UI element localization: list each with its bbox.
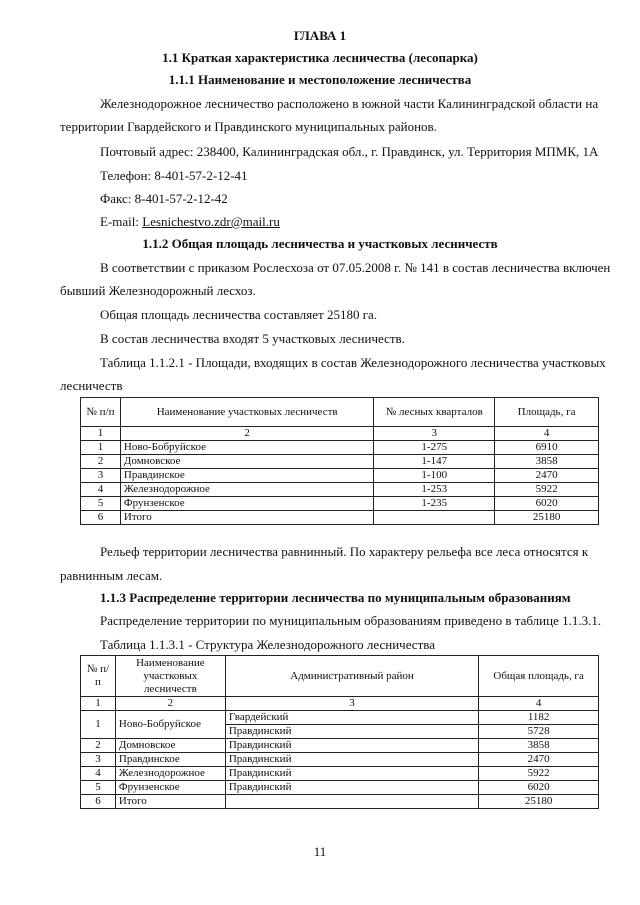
cell-num: 4 xyxy=(81,483,121,497)
index-cell: 4 xyxy=(479,697,599,711)
table1-caption-line2: лесничеств xyxy=(60,378,123,393)
section-1-1-3-heading: 1.1.3 Распределение территории лесничества по муниципальным образованиям xyxy=(100,590,571,605)
count-paragraph: В состав лесничества входят 5 участковых лесничеств. xyxy=(100,331,405,346)
table-header-row xyxy=(81,398,599,427)
index-cell: 1 xyxy=(81,427,121,441)
table-index-row xyxy=(81,427,599,441)
index-cell: 2 xyxy=(115,697,225,711)
cell-quarters: 1-147 xyxy=(374,455,495,469)
location-paragraph-line1: Железнодорожное лесничество расположено в южной части Калининградской области на xyxy=(100,96,599,111)
header-cell: Административный район xyxy=(225,656,478,697)
cell-area: 1182 xyxy=(479,711,599,725)
cell-num: 1 xyxy=(81,711,116,739)
table-header-row xyxy=(81,656,599,697)
fax: Факс: 8-401-57-2-12-42 xyxy=(100,191,228,206)
index-cell: 1 xyxy=(81,697,116,711)
cell-district: Гвардейский xyxy=(225,711,478,725)
cell-area: 25180 xyxy=(479,795,599,809)
location-paragraph-line2: территории Гвардейского и Правдинского муниципальных районов. xyxy=(60,119,437,134)
area-paragraph: Общая площадь лесничества составляет 25180 га. xyxy=(100,307,378,322)
cell-area: 25180 xyxy=(495,511,599,525)
cell-num: 1 xyxy=(81,441,121,455)
cell-num: 6 xyxy=(81,511,121,525)
cell-name: Железнодорожное xyxy=(115,767,225,781)
postal-address: Почтовый адрес: 238400, Калининградская обл., г. Правдинск, ул. Территория МПМК, 1А xyxy=(100,144,599,159)
order-paragraph-line1: В соответствии с приказом Рослесхоза от 07.05.2008 г. № 141 в состав лесничества включен xyxy=(100,260,611,275)
cell-name: Итого xyxy=(115,795,225,809)
cell-num: 5 xyxy=(81,781,116,795)
table-row xyxy=(81,469,599,483)
table-total-row xyxy=(81,511,599,525)
index-cell: 2 xyxy=(120,427,373,441)
table2-caption: Таблица 1.1.3.1 - Структура Железнодорожного лесничества xyxy=(100,637,435,652)
cell-area: 6910 xyxy=(495,441,599,455)
header-cell: Наименование участковых лесничеств xyxy=(115,656,225,697)
cell-num: 5 xyxy=(81,497,121,511)
table-row xyxy=(81,441,599,455)
email-line xyxy=(100,214,280,230)
cell-district xyxy=(225,795,478,809)
table-row xyxy=(81,455,599,469)
cell-area: 5922 xyxy=(495,483,599,497)
table-row xyxy=(81,497,599,511)
table-row xyxy=(81,483,599,497)
cell-name: Фрунзенское xyxy=(115,781,225,795)
table-row xyxy=(81,781,599,795)
cell-quarters: 1-275 xyxy=(374,441,495,455)
table-1-1-2-1 xyxy=(80,397,599,525)
cell-num: 4 xyxy=(81,767,116,781)
table-row xyxy=(81,753,599,767)
cell-num: 6 xyxy=(81,795,116,809)
cell-district: Правдинский xyxy=(225,767,478,781)
cell-area: 6020 xyxy=(479,781,599,795)
relief-paragraph-line1: Рельеф территории лесничества равнинный. По характеру рельефа все леса относятся к xyxy=(100,544,589,559)
header-cell: № п/п xyxy=(81,398,121,427)
chapter-title: ГЛАВА 1 xyxy=(293,28,347,43)
header-cell: № лесных кварталов xyxy=(374,398,495,427)
cell-num: 3 xyxy=(81,753,116,767)
relief-paragraph-line2: равнинным лесам. xyxy=(60,568,163,583)
section-1-1-heading: 1.1 Краткая характеристика лесничества (лесопарка) xyxy=(162,50,478,65)
header-cell: Общая площадь, га xyxy=(479,656,599,697)
cell-quarters: 1-253 xyxy=(374,483,495,497)
cell-name: Правдинское xyxy=(115,753,225,767)
order-paragraph-line2: бывший Железнодорожный лесхоз. xyxy=(60,283,256,298)
cell-name: Ново-Бобруйское xyxy=(120,441,373,455)
cell-name: Ново-Бобруйское xyxy=(115,711,225,739)
cell-name: Домновское xyxy=(120,455,373,469)
table-total-row xyxy=(81,795,599,809)
cell-district: Правдинский xyxy=(225,725,478,739)
cell-area: 2470 xyxy=(495,469,599,483)
cell-area: 5922 xyxy=(479,767,599,781)
table-1-1-3-1 xyxy=(80,655,599,809)
cell-num: 2 xyxy=(81,739,116,753)
cell-area: 5728 xyxy=(479,725,599,739)
page-number: 11 xyxy=(313,844,327,859)
table-row xyxy=(81,739,599,753)
section-1-1-1-heading: 1.1.1 Наименование и местоположение лесничества xyxy=(168,72,472,87)
cell-area: 3858 xyxy=(479,739,599,753)
cell-area: 3858 xyxy=(495,455,599,469)
cell-num: 3 xyxy=(81,469,121,483)
cell-quarters: 1-235 xyxy=(374,497,495,511)
cell-quarters xyxy=(374,511,495,525)
cell-name: Домновское xyxy=(115,739,225,753)
cell-name: Правдинское xyxy=(120,469,373,483)
table-row xyxy=(81,767,599,781)
cell-num: 2 xyxy=(81,455,121,469)
email-link[interactable]: Lesnichestvo.zdr@mail.ru xyxy=(142,214,280,229)
table-row xyxy=(81,711,599,725)
cell-area: 6020 xyxy=(495,497,599,511)
cell-quarters: 1-100 xyxy=(374,469,495,483)
cell-name: Итого xyxy=(120,511,373,525)
email-label: E-mail: xyxy=(100,214,143,229)
cell-district: Правдинский xyxy=(225,753,478,767)
cell-district: Правдинский xyxy=(225,739,478,753)
distribution-paragraph: Распределение территории по муниципальным образованиям приведено в таблице 1.1.3.1. xyxy=(100,613,602,628)
index-cell: 3 xyxy=(225,697,478,711)
cell-district: Правдинский xyxy=(225,781,478,795)
section-1-1-2-heading: 1.1.2 Общая площадь лесничества и участковых лесничеств xyxy=(142,236,498,251)
header-cell: Наименование участковых лесничеств xyxy=(120,398,373,427)
header-cell: Площадь, га xyxy=(495,398,599,427)
table1-caption-line1: Таблица 1.1.2.1 - Площади, входящих в состав Железнодорожного лесничества участковых xyxy=(100,355,606,370)
cell-area: 2470 xyxy=(479,753,599,767)
header-cell: № п/п xyxy=(81,656,116,697)
phone: Телефон: 8-401-57-2-12-41 xyxy=(100,168,248,183)
index-cell: 4 xyxy=(495,427,599,441)
table-index-row xyxy=(81,697,599,711)
cell-name: Фрунзенское xyxy=(120,497,373,511)
index-cell: 3 xyxy=(374,427,495,441)
cell-name: Железнодорожное xyxy=(120,483,373,497)
